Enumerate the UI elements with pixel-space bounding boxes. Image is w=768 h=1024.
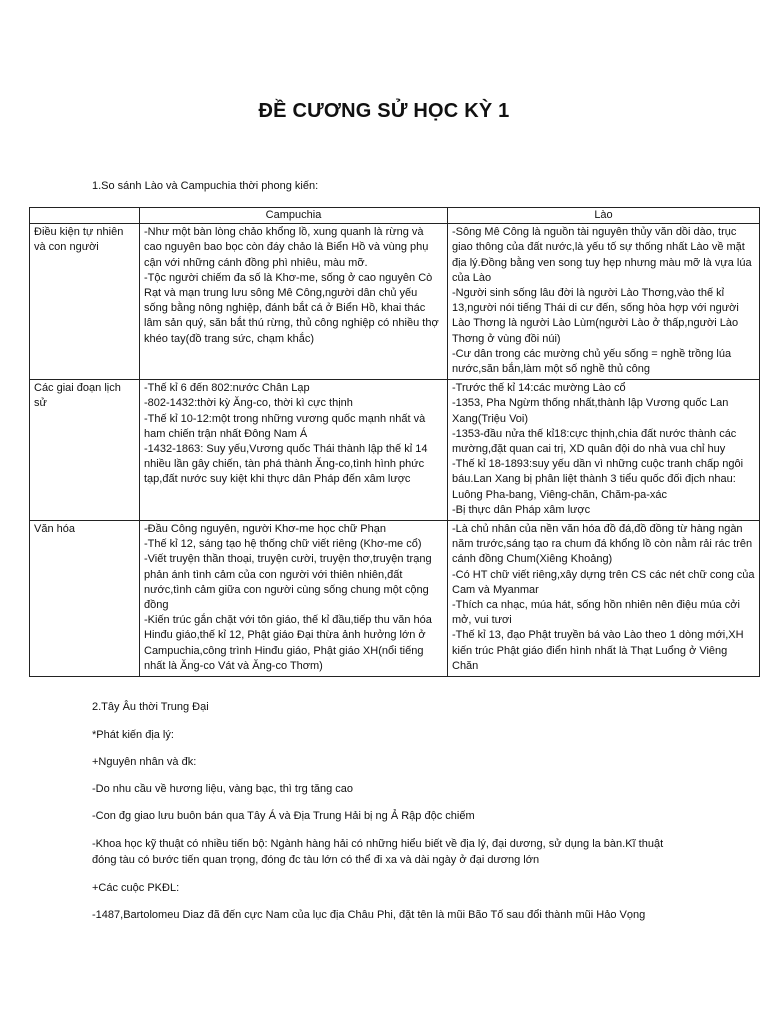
cell-paragraph: -Có HT chữ viết riêng,xây dựng trên CS các nét chữ cong của Cam và Myanmar [452,568,755,596]
cell-paragraph: -Tộc người chiếm đa số là Khơ-me, sống ở cao nguyên Cò Rạt và mạn trung lưu sông Mê Công,người dân chủ yếu sống bằng nông nghiệp, đánh bắt cá ở Biển Hồ, khai thác lâm sản quý, săn bắt thú rừng, thủ công nghiệp có nhiều thợ khéo tay(đồ trang sức, chạm khắc) [144,271,439,345]
body-paragraph: -Con đg giao lưu buôn bán qua Tây Á và Địa Trung Hải bị ng Ả Rập độc chiếm [92,810,475,822]
cell-paragraph: -Bị thực dân Pháp xâm lược [452,503,591,516]
page-title: ĐỀ CƯƠNG SỬ HỌC KỲ 1 [258,100,510,122]
cell-paragraph: -Người sinh sống lâu đời là người Lào Thơng,vào thế kỉ 13,người nói tiếng Thái di cư đến, sống hòa hợp với người Lào Thơng là người Lào Lùm(người Lào ở thấp,người Lào Thơng ở vùng đồi núi) [452,287,739,345]
cell-paragraph: -Cư dân trong các mường chủ yếu sống = nghề trồng lúa nước,săn bắn,làm một số nghề thủ công [452,347,732,376]
cell-campuchia [140,224,448,380]
cell-paragraph: -Như một bàn lòng chảo khổng lồ, xung quanh là rừng và cao nguyên bao bọc còn đáy chảo là Biển Hồ và vùng phụ cận với những cánh đồng phì nhiêu, màu mỡ. [144,226,429,269]
cell-paragraph: -1353-đầu nửa thế kỉ18:cực thịnh,chia đất nước thành các mường,đặt quan cai trị, XD quân đội do nhà vua chỉ huy [452,427,737,456]
cell-paragraph: -Thế kỉ 12, sáng tạo hệ thống chữ viết riêng (Khơ-me cổ) [144,538,422,551]
section-1-heading: 1.So sánh Lào và Campuchia thời phong kiến: [92,180,319,192]
cell-paragraph: -Thích ca nhạc, múa hát, sống hồn nhiên nên điệu múa cởi mở, vui tươi [452,599,740,627]
table-row [30,224,760,380]
body-paragraph: -1487,Bartolomeu Diaz đã đến cực Nam của lục địa Châu Phi, đặt tên là mũi Bão Tố sau đổi thành mũi Hảo Vọng [92,909,646,921]
cell-paragraph: -Đầu Công nguyên, người Khơ-me học chữ Phạn [144,523,386,536]
row-label: Điều kiện tự nhiên và con người [30,224,140,380]
table-header-lao: Lào [448,208,760,224]
body-paragraph: +Nguyên nhân và đk: [92,756,197,768]
body-paragraph: 2.Tây Âu thời Trung Đại [92,701,209,713]
table-header-row [30,208,760,224]
cell-paragraph: -Thế kỉ 18-1893:suy yếu dần vì những cuộc tranh chấp ngôi báu.Lan Xang bị phân liệt thành 3 tiểu quốc đối địch nhau: Luông Pha-bang, Viêng-chăn, Chăm-pa-xác [452,458,744,501]
cell-paragraph: -1432-1863: Suy yếu,Vương quốc Thái thành lập thế kỉ 14 nhiều lần gây chiến, tàn phá thành Ăng-co,tình hình phức tạp,đất nước suy kiệt khi thực dân Pháp đến xâm lược [144,443,428,486]
cell-campuchia [140,380,448,521]
cell-paragraph: -Thế kỉ 10-12:một trong những vương quốc mạnh nhất và ham chiến trận nhất Đông Nam Á [144,412,426,440]
cell-campuchia [140,521,448,677]
table-row [30,521,760,677]
body-paragraph: +Các cuộc PKĐL: [92,882,180,894]
cell-paragraph: -Thế kỉ 13, đạo Phật truyền bá vào Lào theo 1 dòng mới,XH kiến trúc Phật giáo điển hình nhất là Thạt Luổng ở Viêng Chăn [452,629,744,672]
comparison-table [29,207,760,677]
cell-paragraph: -Trước thế kỉ 14:các mường Lào cổ [452,382,626,395]
cell-paragraph: -802-1432:thời kỳ Ăng-co, thời kì cực thịnh [144,397,353,410]
table-header-empty [30,208,140,224]
body-paragraph: *Phát kiến địa lý: [92,729,174,741]
cell-paragraph: -Viết truyện thần thoại, truyện cười, truyện thơ,truyện trạng phản ánh tình cảm của con người với thiên nhiên,đất nước,tình cảm giữa con người cùng sống chung một cộng đồng [144,553,432,612]
table-row [30,380,760,521]
cell-paragraph: -1353, Pha Ngừm thống nhất,thành lập Vương quốc Lan Xang(Triệu Voi) [452,397,729,425]
cell-paragraph: -Kiến trúc gắn chặt với tôn giáo, thế kỉ đầu,tiếp thu văn hóa Hinđu giáo,thế kỉ 12, Phật giáo Đại thừa ảnh hưởng lớn ở Campuchia,công trình Hinđu giáo, Phật giáo XH(nổi tiếng nhất là Ăng-co Vát và Ăng-co Thơm) [144,614,432,672]
table-header-campuchia: Campuchia [140,208,448,224]
cell-lao [448,224,760,380]
cell-lao [448,380,760,521]
row-label: Các giai đoạn lịch sử [30,380,140,521]
row-label: Văn hóa [30,521,140,677]
body-paragraph: -Do nhu cầu về hương liệu, vàng bạc, thì trg tăng cao [92,783,354,795]
cell-paragraph: -Là chủ nhân của nền văn hóa đồ đá,đồ đồng từ hàng ngàn năm trước,sáng tạo ra chum đá khổng lồ còn nằm rải rác trên cánh đồng Chum(Xiêng Khoảng) [452,523,753,566]
cell-paragraph: -Sông Mê Công là nguồn tài nguyên thủy văn dồi dào, trục giao thông của đất nước,là yếu tố sự thống nhất Lào về mặt địa lý.Đồng bằng ven song tuy hẹp nhưng màu mỡ là vựa lúa của Lào [452,226,752,284]
cell-paragraph: -Thế kỉ 6 đến 802:nước Chân Lạp [144,382,310,395]
body-paragraph: -Khoa học kỹ thuật có nhiều tiến bộ: Ngành hàng hải có những hiểu biết về địa lý, đại dương, sử dụng la bàn.Kĩ thuật đóng tàu có bước tiến quan trọng, đóng đc tàu lớn có thể đi xa và dài ngày ở đại dương lớn [92,838,664,866]
cell-lao [448,521,760,677]
